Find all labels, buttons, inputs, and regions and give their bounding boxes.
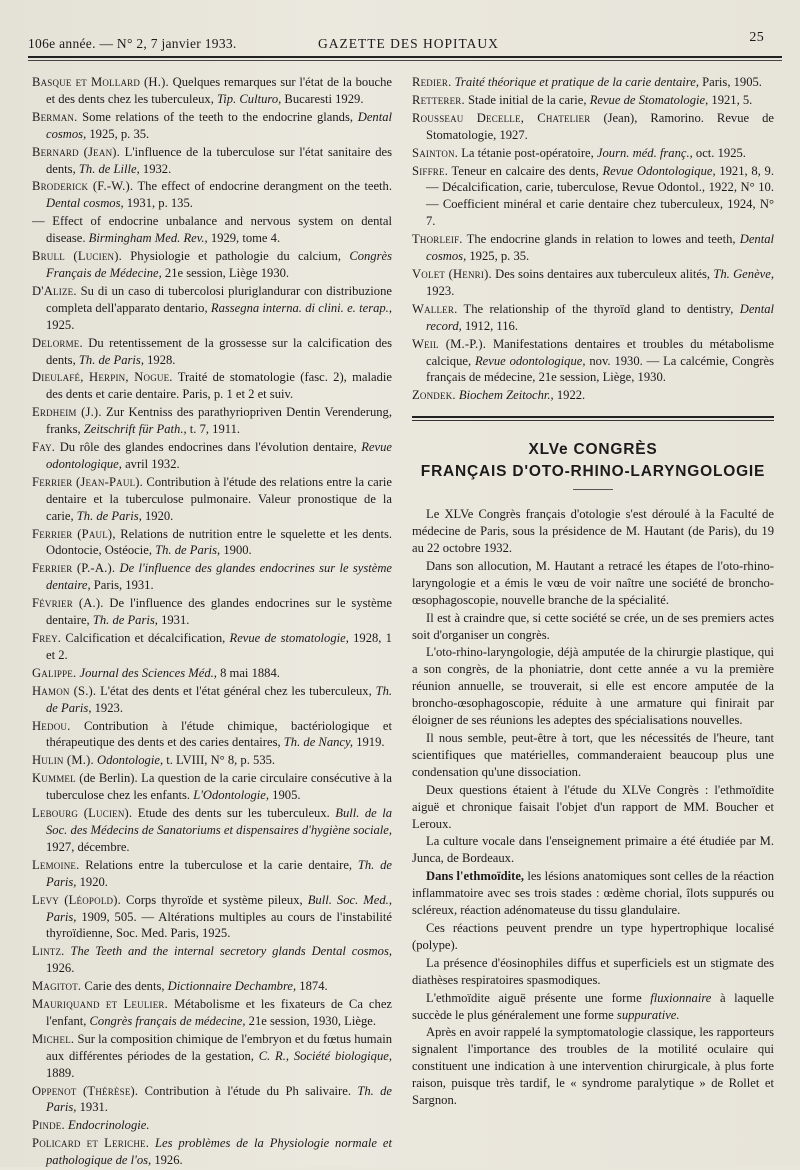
reference-details: 1905. bbox=[269, 788, 301, 803]
reference-entry bbox=[32, 943, 392, 977]
reference-details: 21e session, 1930, Liège. bbox=[245, 1013, 376, 1028]
reference-entry bbox=[32, 718, 392, 752]
reference-entry bbox=[32, 665, 392, 682]
reference-details: 1922. bbox=[553, 388, 586, 403]
reference-text: Carie des dents, bbox=[81, 979, 168, 994]
right-column bbox=[412, 74, 774, 1110]
reference-details: 1931. bbox=[157, 613, 190, 628]
reference-details: 1925, p. 35. bbox=[86, 126, 150, 141]
reference-source: Bull. Soc. Med., Paris, bbox=[46, 892, 392, 924]
reference-details: 1931. bbox=[76, 1100, 108, 1115]
reference-text: Relations entre la tuberculose et la carie dentaire, bbox=[79, 857, 358, 872]
reference-details: 1928. bbox=[143, 352, 176, 367]
reference-entry bbox=[32, 526, 392, 560]
article-paragraph bbox=[412, 730, 774, 781]
reference-entry bbox=[412, 92, 774, 109]
reference-source: Zeitschrift für Path., bbox=[83, 422, 187, 437]
reference-author: Lintz. bbox=[32, 944, 65, 959]
reference-text: Contribution à l'étude des relations entre la carie dentaire et la tuberculose pulmonaire. Valeur pronostique de la carie, bbox=[46, 474, 392, 523]
reference-details: Paris, 1931. bbox=[90, 578, 154, 593]
reference-text: The effect of endocrine derangment on the teeth. bbox=[133, 179, 392, 194]
reference-details: 1874. bbox=[296, 979, 328, 994]
reference-entry bbox=[32, 1083, 392, 1117]
reference-text: Zur Kentniss des parathyriopriven Dentin Verenderung, franks, bbox=[46, 405, 392, 437]
section-title bbox=[412, 439, 774, 483]
paragraph-text: La présence d'éosinophiles diffus et superficiels est un stigmate des diathèses respiratoires spasmodiques. bbox=[412, 955, 774, 987]
reference-source: Th. de Paris, bbox=[46, 683, 393, 715]
reference-source: Dental cosmos, bbox=[46, 109, 392, 141]
short-divider bbox=[573, 489, 613, 490]
reference-author: Thorleif. bbox=[412, 232, 463, 247]
reference-text: The relationship of the thyroïd gland to dentistry, bbox=[457, 301, 740, 316]
reference-text: Contribution à l'étude du Ph salivaire. bbox=[138, 1083, 358, 1098]
reference-author: Bernard (Jean). bbox=[32, 144, 121, 159]
reference-details: 1929, tome 4. bbox=[207, 231, 281, 246]
reference-source: Dental record, bbox=[426, 301, 774, 333]
reference-source: Revue de Stomatologie, bbox=[589, 92, 709, 107]
reference-author: Hedou. bbox=[32, 718, 71, 733]
reference-text: Des soins dentaires aux tuberculeux alités, bbox=[491, 266, 714, 281]
reference-entry bbox=[32, 335, 392, 369]
paragraph-text: Le XLVe Congrès français d'otologie s'est déroulé à la Faculté de médecine de Paris, sous la présidence de M. Hautant (de Paris), du 19 au 22 octobre 1932. bbox=[412, 507, 774, 556]
reference-source: Dictionnaire Dechambre, bbox=[167, 979, 297, 994]
reference-entry bbox=[412, 387, 774, 404]
reference-author: Michel. bbox=[32, 1031, 75, 1046]
reference-source: Biochem Zeitochr., bbox=[458, 388, 554, 403]
paragraph-text: L'oto-rhino-laryngologie, déjà amputée de la chirurgie plastique, qui a son congrès, de la phoniatrie, dont cette année a vu la première réunion annuelle, se trouverait, si elle est encore amputée de la broncho-œsophagoscopie, réduite à une armature qui finirait par éloigner de ses réunions les adeptes des spécialisations nouvelles. bbox=[412, 645, 774, 728]
reference-text: Calcification et décalcification, bbox=[61, 631, 230, 645]
reference-entry bbox=[412, 110, 774, 144]
reference-entry bbox=[32, 892, 392, 943]
article-paragraph bbox=[412, 955, 774, 989]
article-paragraph bbox=[412, 782, 774, 833]
paragraph-emphasis: fluxionnaire bbox=[650, 990, 712, 1005]
reference-author: Rousseau Decelle, Chatelier bbox=[412, 110, 591, 125]
reference-entry bbox=[412, 231, 774, 265]
reference-source: Th. Genève, bbox=[713, 266, 774, 281]
reference-details: 1923. bbox=[426, 283, 455, 298]
reference-author: Ferrier (Paul), bbox=[32, 526, 116, 541]
reference-details: 1920. bbox=[76, 874, 108, 889]
section-divider bbox=[412, 416, 774, 421]
reference-author: Waller. bbox=[412, 301, 458, 316]
reference-entry bbox=[412, 301, 774, 335]
paragraph-text: L'ethmoïdite aiguë présente une forme bbox=[426, 990, 651, 1005]
reference-source: Th. de Paris, bbox=[78, 352, 144, 367]
page-number: 25 bbox=[749, 30, 764, 45]
paragraph-text: La culture vocale dans l'enseignement primaire a été étudiée par M. Junca, de Bordeaux. bbox=[412, 834, 774, 866]
reference-details: 1919. bbox=[353, 735, 385, 750]
reference-entry bbox=[32, 474, 392, 525]
reference-source: Birmingham Med. Rev., bbox=[88, 231, 208, 246]
reference-details: t. 7, 1911. bbox=[186, 422, 241, 437]
reference-author: Dieulafé, Herpin, Nogue. bbox=[32, 370, 173, 385]
reference-text: Manifestations dentaires et troubles du métabolisme calcique, bbox=[426, 336, 774, 368]
reference-entry bbox=[412, 145, 774, 162]
reference-source: Th. de Paris, bbox=[92, 613, 158, 628]
article-paragraph bbox=[412, 506, 774, 557]
paragraph-text: Ces réactions peuvent prendre un type hypertrophique localisé (polype). bbox=[412, 920, 774, 952]
reference-entry bbox=[412, 266, 774, 300]
reference-details: 1889. bbox=[46, 1065, 75, 1080]
reference-author: Weil (M.-P.). bbox=[412, 336, 487, 351]
reference-source: Journal des Sciences Méd., bbox=[79, 665, 217, 680]
reference-text: Quelques remarques sur l'état de la bouche et des dents chez les tuberculeux, bbox=[46, 75, 392, 106]
reference-text: La tétanie post-opératoire, bbox=[458, 145, 597, 160]
reference-details: 1900. bbox=[220, 543, 252, 558]
reference-entry bbox=[32, 978, 392, 995]
reference-source: Bull. de la Soc. des Médecins de Sanatoriums et dispensaires d'hygiène sociale, bbox=[46, 806, 393, 837]
article-paragraph bbox=[412, 833, 774, 867]
reference-source: Odontologie, bbox=[96, 753, 164, 768]
reference-source: Revue Odontologique, bbox=[602, 163, 716, 178]
reference-source: Dental cosmos, bbox=[46, 196, 124, 211]
journal-title: GAZETTE DES HOPITAUX bbox=[318, 36, 499, 51]
reference-text: Métabolisme et les fixateurs de Ca chez l'enfant, bbox=[46, 997, 392, 1028]
article-paragraph bbox=[412, 610, 774, 644]
reference-text: De l'influence des glandes endocrines sur le système dentaire, bbox=[46, 596, 392, 628]
reference-author: Zondek. bbox=[412, 388, 456, 403]
reference-source: Th. de Lille, bbox=[78, 161, 140, 176]
reference-author: Delorme. bbox=[32, 335, 83, 350]
article-paragraph bbox=[412, 920, 774, 954]
left-column bbox=[32, 74, 392, 1170]
reference-entry bbox=[32, 109, 392, 143]
reference-details: 1921, 5. bbox=[708, 92, 753, 107]
paragraph-text: Il est à craindre que, si cette société se crée, un de ses premiers actes soit d'organiser un congrès. bbox=[412, 610, 774, 642]
article-paragraph bbox=[412, 644, 774, 729]
article-paragraph bbox=[412, 1024, 774, 1109]
reference-text: Contribution à l'étude chimique, bactériologique et thérapeutique des dents et des caries dentaires, bbox=[46, 718, 392, 750]
paragraph-text: à laquelle succède le plus généralement une forme bbox=[412, 990, 774, 1022]
reference-source: Traité théorique et pratique de la carie dentaire, bbox=[454, 75, 699, 89]
reference-source: Th. de Paris, bbox=[46, 1083, 392, 1115]
reference-text: Su di un caso di tubercolosi pluriglandurar con distribuzione completa dell'apparato dentario, bbox=[46, 283, 392, 315]
paragraph-text: Dans son allocution, M. Hautant a retracé les étapes de l'oto-rhino-laryngologie et a émis le vœu de voir naître une société de broncho-œsophagoscopie, nouvelle branche de la spécialité. bbox=[412, 558, 774, 607]
reference-entry bbox=[32, 857, 392, 891]
reference-details: 1912, 116. bbox=[461, 318, 519, 333]
reference-details: Paris, 1905. bbox=[698, 75, 762, 89]
reference-details: 1921, 8, 9. — Décalcification, carie, tuberculose, Revue Odontol., 1922, N° 10. — Coefficient minéral et carie dentaire chez tuberculeux, 1924, N° 7. bbox=[426, 163, 774, 229]
reference-entry bbox=[32, 1031, 392, 1082]
paragraph-text: les lésions anatomiques sont celles de la réaction inflammatoire avec ses trois stades : œdème chorial, îlots suppurés ou scléreux, réaction adénomateuse du tissu glandulaire. bbox=[412, 869, 774, 918]
reference-entry bbox=[32, 439, 392, 473]
reference-author: Hamon (S.). bbox=[32, 683, 97, 698]
reference-details: 1920. bbox=[141, 508, 174, 523]
reference-author: Mauriquand et Leulier. bbox=[32, 997, 168, 1012]
reference-author: Fay. bbox=[32, 440, 56, 455]
paragraph-emphasis: suppurative. bbox=[616, 1007, 680, 1022]
reference-text: Traité de stomatologie (fasc. 2), maladie des dents et carie dentaire. Paris, p. 1 et 2 et suiv. bbox=[46, 370, 392, 402]
reference-source: Th. de Paris, bbox=[155, 543, 221, 558]
reference-details: 1926. bbox=[151, 1153, 183, 1168]
reference-source: Th. de Nancy, bbox=[283, 735, 354, 750]
paragraph-text: Après en avoir rappelé la symptomatologie classique, les rapporteurs signalent l'importance des troubles de la motilité oculaire qui constituent une indication à une intervention chirurgicale, à plus forte raison, puisque très tardif, le « syndrome paralytique » de Rollet et Sargnon. bbox=[412, 1025, 774, 1108]
reference-text: Stade initial de la carie, bbox=[464, 92, 590, 107]
reference-details: 1923. bbox=[91, 700, 123, 715]
reference-text: The endocrine glands in relation to lowes and teeth, bbox=[462, 232, 740, 247]
reference-source: De l'influence des glandes endocrines sur le système dentaire, bbox=[46, 561, 392, 593]
reference-entry bbox=[32, 630, 392, 664]
reference-details: 1926. bbox=[46, 961, 75, 976]
reference-details: 8 mai 1884. bbox=[216, 665, 280, 680]
reference-details: avril 1932. bbox=[121, 456, 180, 471]
reference-author: Sainton. bbox=[412, 145, 459, 160]
section-title-line2: FRANÇAIS D'OTO-RHINO-LARYNGOLOGIE bbox=[420, 463, 766, 481]
reference-entry bbox=[32, 996, 392, 1030]
paragraph-lead: Dans l'ethmoïdite, bbox=[426, 869, 525, 884]
reference-details: 1925. bbox=[46, 317, 75, 332]
reference-source: Rassegna interna. di clini. e. terap., bbox=[210, 300, 392, 315]
reference-author: Kummel bbox=[32, 771, 76, 786]
reference-entry bbox=[32, 560, 392, 594]
reference-source: C. R., Société biologique, bbox=[258, 1048, 392, 1063]
reference-text: (de Berlin). La question de la carie circulaire consécutive à la tuberculose chez les enfants. bbox=[46, 771, 392, 803]
reference-entry bbox=[32, 144, 392, 178]
reference-details: Bucaresti 1929. bbox=[281, 91, 364, 106]
reference-entry bbox=[32, 1135, 392, 1169]
reference-author: Basque et Mollard (H.). bbox=[32, 75, 169, 89]
reference-author: D'Alize. bbox=[32, 283, 77, 298]
reference-text: Du rôle des glandes endocrines dans l'évolution dentaire, bbox=[55, 440, 362, 455]
reference-entry bbox=[412, 336, 774, 387]
reference-author: Février (A.). bbox=[32, 596, 104, 611]
reference-author: Levy (Léopold). bbox=[32, 892, 121, 907]
reference-author: Redier. bbox=[412, 75, 452, 89]
reference-text: Du retentissement de la grossesse sur la calcification des dents, bbox=[46, 335, 392, 367]
reference-details: 1932. bbox=[139, 161, 172, 176]
reference-author: Galippe. bbox=[32, 665, 77, 680]
reference-author: Retterer. bbox=[412, 92, 465, 107]
reference-entry bbox=[32, 752, 392, 769]
reference-author: Volet (Henri). bbox=[412, 266, 492, 281]
reference-entry bbox=[32, 74, 392, 108]
reference-text: L'influence de la tuberculose sur l'état sanitaire des dents, bbox=[46, 144, 393, 176]
reference-entry bbox=[32, 404, 392, 438]
reference-details: oct. 1925. bbox=[692, 145, 746, 160]
reference-source: Journ. méd. franç., bbox=[596, 145, 693, 160]
reference-details: 1928, 1 et 2. bbox=[46, 631, 392, 662]
reference-author: Ferrier (P.-A.). bbox=[32, 561, 116, 576]
reference-source: Dental cosmos, bbox=[426, 232, 774, 264]
reference-entry bbox=[32, 248, 392, 282]
reference-details: Ramorino. Revue de Stomatologie, 1927. bbox=[426, 110, 774, 142]
reference-details: 1925, p. 35. bbox=[466, 249, 530, 264]
reference-source: Congrès Français de Médecine, bbox=[46, 249, 392, 280]
reference-author: Ferrier (Jean-Paul). bbox=[32, 474, 144, 489]
reference-author: Hulin (M.). bbox=[32, 753, 94, 768]
reference-source: Tip. Culturo, bbox=[217, 91, 282, 106]
reference-author: Siffre. bbox=[412, 163, 449, 178]
reference-text: Corps thyroïde et système pileux, bbox=[120, 892, 308, 907]
reference-text: (Jean), bbox=[590, 110, 651, 125]
reference-entry bbox=[32, 369, 392, 403]
reference-source: Endocrinologie. bbox=[68, 1118, 150, 1133]
reference-text: Teneur en calcaire des dents, bbox=[448, 163, 603, 178]
reference-source: Congrès français de médecine, bbox=[89, 1013, 246, 1028]
article-body bbox=[412, 506, 774, 1109]
reference-text: Etude des dents sur les tuberculeux. bbox=[132, 806, 336, 821]
reference-author: Policard et Leriche. bbox=[32, 1136, 150, 1151]
reference-source: The Teeth and the internal secretory glands Dental cosmos, bbox=[70, 944, 392, 959]
reference-text: L'état des dents et l'état général chez les tuberculeux, bbox=[96, 683, 376, 698]
reference-author: Broderick (F.-W.). bbox=[32, 179, 134, 194]
reference-entry bbox=[32, 683, 392, 717]
reference-text: Some relations of the teeth to the endocrine glands, bbox=[77, 109, 358, 124]
reference-details: 1927, décembre. bbox=[46, 839, 130, 854]
reference-text: — Effect of endocrine unbalance and nervous system on dental disease. bbox=[32, 214, 392, 246]
reference-text: Sur la composition chimique de l'embryon et du fœtus humain aux différentes périodes de la gestation, bbox=[46, 1031, 392, 1063]
reference-details: 1931, p. 135. bbox=[123, 196, 193, 211]
section-title-line1: XLVe CONGRÈS bbox=[528, 441, 658, 459]
reference-source: Revue odontologique, bbox=[46, 440, 392, 471]
reference-entry bbox=[32, 1117, 392, 1134]
reference-entry bbox=[32, 770, 392, 804]
reference-details: nov. 1930. — La calcémie, Congrès français de médecine, 21e session, Liège, 1930. bbox=[426, 353, 774, 385]
article-paragraph bbox=[412, 990, 774, 1024]
reference-author: Berman. bbox=[32, 109, 78, 124]
reference-author: Oppenot (Thérèse). bbox=[32, 1083, 139, 1098]
reference-source: Revue odontologique, bbox=[474, 353, 586, 368]
reference-details: 1909, 505. — Altérations multiples au cours de l'instabilité thyroïdienne, Soc. Med. Paris, 1925. bbox=[46, 909, 392, 941]
reference-author: Frey. bbox=[32, 631, 62, 645]
reference-entry bbox=[32, 805, 392, 856]
issue-info: 106e année. — N° 2, 7 janvier 1933. bbox=[28, 36, 237, 51]
reference-author: Lebourg (Lucien). bbox=[32, 806, 133, 821]
article-paragraph bbox=[412, 558, 774, 609]
reference-author: Pinde. bbox=[32, 1118, 65, 1133]
reference-entry bbox=[412, 163, 774, 231]
header-rule bbox=[28, 56, 782, 61]
reference-source: Les problèmes de la Physiologie normale et pathologique de l'os, bbox=[46, 1136, 392, 1168]
page-header bbox=[28, 30, 772, 58]
reference-entry bbox=[32, 283, 392, 334]
reference-author: Lemoine. bbox=[32, 857, 80, 872]
reference-details: 21e session, Liège 1930. bbox=[161, 265, 290, 280]
paragraph-text: Il nous semble, peut-être à tort, que les nécessités de l'heure, tant scientifiques que matérielles, commanderaient beaucoup plus une condensation qu'une dissociation. bbox=[412, 731, 774, 779]
reference-entry bbox=[32, 178, 392, 212]
paragraph-text: Deux questions étaient à l'étude du XLVe Congrès : l'ethmoïdite aiguë et chronique faisait l'objet d'un rapport de MM. Boucher et Leroux. bbox=[412, 782, 774, 831]
reference-author: Erdheim (J.). bbox=[32, 405, 102, 420]
reference-text: Physiologie et pathologie du calcium, bbox=[121, 249, 350, 264]
right-references bbox=[412, 74, 774, 404]
reference-details: t. LVIII, N° 8, p. 535. bbox=[163, 753, 276, 768]
article-paragraph bbox=[412, 868, 774, 919]
reference-entry bbox=[412, 74, 774, 91]
reference-author: Magitot. bbox=[32, 979, 82, 994]
reference-entry bbox=[32, 595, 392, 629]
reference-source: Revue de stomatologie, bbox=[229, 631, 349, 645]
reference-text: Relations de nutrition entre le squelette et les dents. Odontocie, Ostéocie, bbox=[46, 526, 392, 558]
reference-source: Th. de Paris, bbox=[46, 857, 392, 889]
reference-source: Th. de Paris, bbox=[76, 508, 142, 523]
reference-entry bbox=[32, 213, 392, 247]
reference-author: Brull (Lucien). bbox=[32, 249, 122, 264]
reference-source: L'Odontologie, bbox=[193, 788, 270, 803]
